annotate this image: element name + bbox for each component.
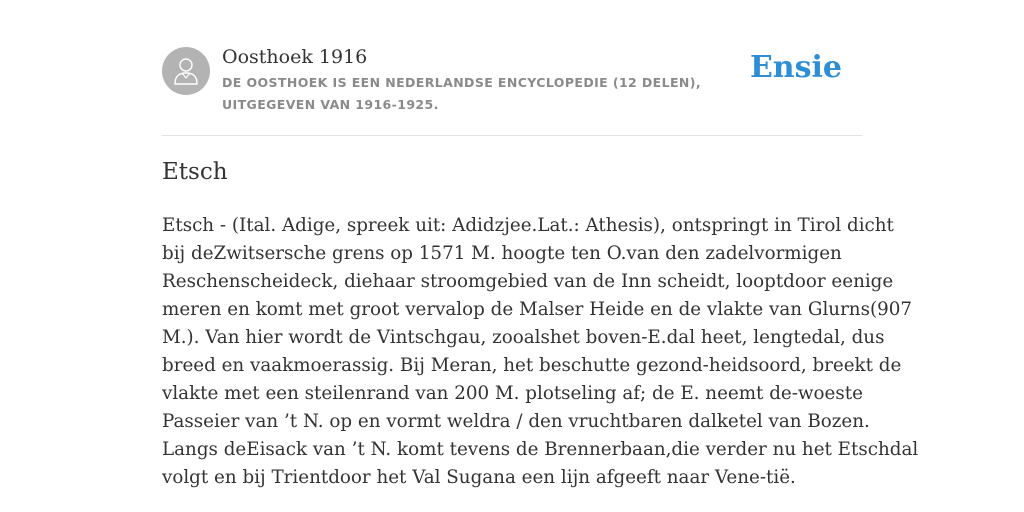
article-line: Langs deEisack van ’t N. komt tevens de Brennerbaan,die verder nu het Etschdal [162, 439, 919, 460]
article-line: breed en vaakmoerassig. Bij Meran, het beschutte gezond-heidsoord, breekt de [162, 355, 902, 376]
article-body [162, 212, 919, 492]
article-line: M.). Van hier wordt de Vintschgau, zooalshet boven-E.dal heet, lengtedal, dus [162, 327, 885, 348]
divider [162, 135, 862, 136]
brand-logo[interactable]: Ensie [749, 50, 842, 85]
source-name[interactable]: Oosthoek 1916 [222, 46, 368, 68]
user-icon [173, 56, 199, 86]
article-line: Reschenscheideck, diehaar stroomgebied van de Inn scheidt, looptdoor eenige [162, 271, 894, 292]
source-description: DE OOSTHOEK IS EEN NEDERLANDSE ENCYCLOPEDIE (12 DELEN), UITGEGEVEN VAN 1916-1925. [222, 75, 702, 112]
article-line: vlakte met een steilenrand van 200 M. plotseling af; de E. neemt de-woeste [162, 383, 863, 404]
article-line: Passeier van ’t N. op en vormt weldra / den vruchtbaren dalketel van Bozen. [162, 411, 870, 432]
article-title: Etsch [162, 159, 228, 185]
source-header [162, 44, 862, 136]
article-line: bij deZwitsersche grens op 1571 M. hoogte ten O.van den zadelvormigen [162, 243, 842, 264]
article-line: volgt en bij Trientdoor het Val Sugana een lijn afgeeft naar Vene-tië. [162, 467, 796, 488]
article-line: meren en komt met groot vervalop de Malser Heide en de vlakte van Glurns(907 [162, 299, 912, 320]
article-line: Etsch - (Ital. Adige, spreek uit: Adidzjee.Lat.: Athesis), ontspringt in Tirol dicht [162, 215, 894, 236]
avatar[interactable] [162, 47, 210, 95]
